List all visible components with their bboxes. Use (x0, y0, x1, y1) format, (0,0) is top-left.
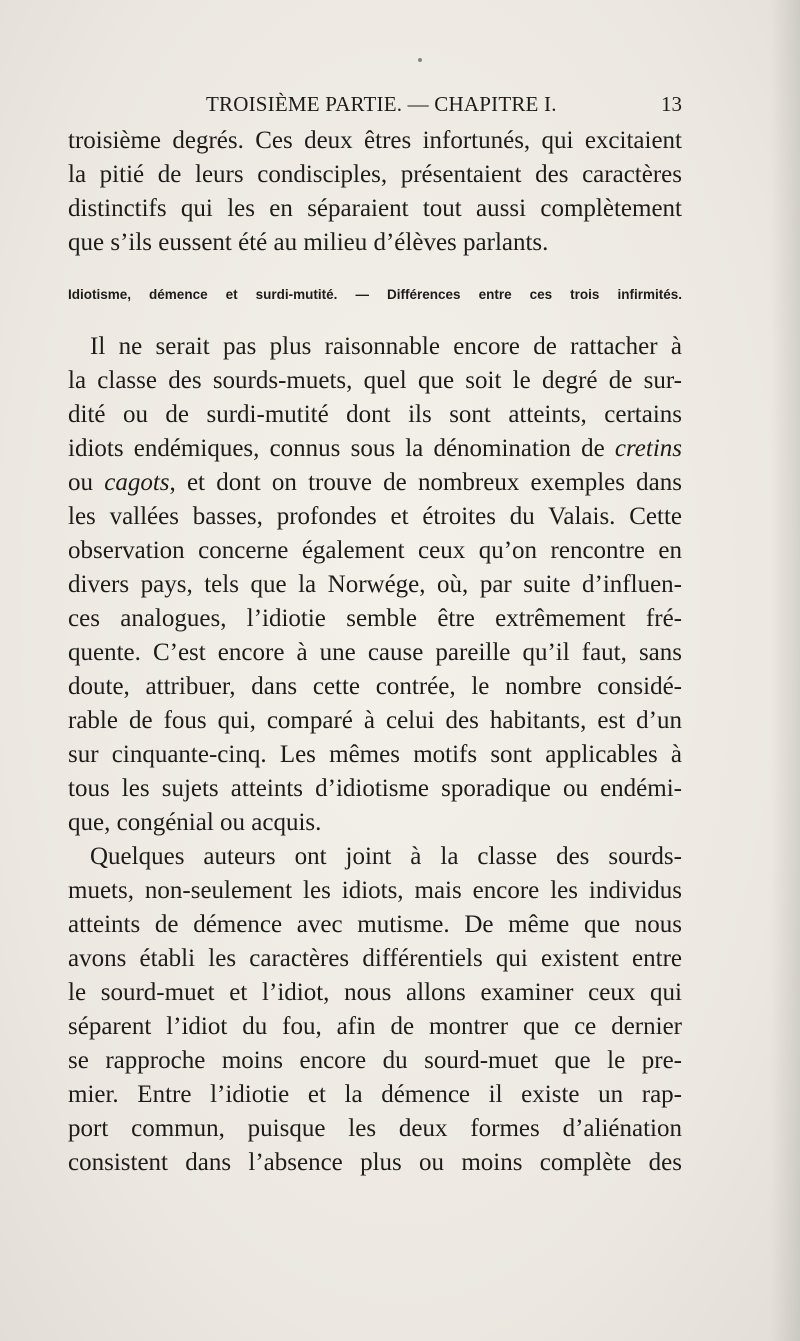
text-line: se rapproche moins encore du sourd-muet que le pre- (68, 1047, 682, 1074)
text-line: divers pays, tels que la Norwége, où, par suite d’influen- (68, 571, 682, 598)
text-segment: idiots endémiques, connus sous la dénomination de (68, 435, 605, 462)
text-segment: ou (68, 469, 93, 496)
text-line: la pitié de leurs condisciples, présentaient des caractères (68, 161, 682, 188)
text-line: ces analogues, l’idiotie semble être extrêmement fré- (68, 605, 682, 632)
text-line: sur cinquante-cinq. Les mêmes motifs sont applicables à (68, 741, 682, 768)
section-heading: Idiotisme, démence et surdi-mutité. — Différences entre ces trois infirmités. (68, 287, 682, 302)
text-line: dité ou de surdi-mutité dont ils sont atteints, certains (68, 401, 682, 428)
running-title: TROISIÈME PARTIE. — CHAPITRE I. (206, 92, 557, 116)
text-line: distinctifs qui les en séparaient tout aussi complètement (68, 195, 682, 222)
paragraph-3 (68, 840, 682, 1180)
text-segment: , et dont on trouve de nombreux exemples dans (169, 469, 682, 496)
text-line: consistent dans l’absence plus ou moins complète des (68, 1149, 682, 1176)
running-head (68, 92, 682, 120)
text-line: atteints de démence avec mutisme. De même que nous (68, 911, 682, 938)
text-line: les vallées basses, profondes et étroites du Valais. Cette (68, 503, 682, 530)
text-line: le sourd-muet et l’idiot, nous allons examiner ceux qui (68, 979, 682, 1006)
text-line: avons établi les caractères différentiels qui existent entre (68, 945, 682, 972)
text-line: mier. Entre l’idiotie et la démence il existe un rap- (68, 1081, 682, 1108)
text-line: doute, attribuer, dans cette contrée, le nombre considé- (68, 673, 682, 700)
paragraph-2 (68, 330, 682, 840)
text-line: muets, non-seulement les idiots, mais encore les individus (68, 877, 682, 904)
text-line: séparent l’idiot du fou, afin de montrer que ce dernier (68, 1013, 682, 1040)
text-line: port commun, puisque les deux formes d’aliénation (68, 1115, 682, 1142)
text-line: quente. C’est encore à une cause pareille qu’il faut, sans (68, 639, 682, 666)
body-text (68, 124, 682, 1180)
text-line: que, congénial ou acquis. (68, 809, 322, 836)
text-line (68, 466, 682, 500)
paper-speck (418, 58, 422, 62)
text-line: observation concerne également ceux qu’on rencontre en (68, 537, 682, 564)
text-line: rable de fous qui, comparé à celui des habitants, est d’un (68, 707, 682, 734)
text-line: que s’ils eussent été au milieu d’élèves parlants. (68, 229, 549, 256)
page-number: 13 (661, 92, 682, 116)
text-line: Il ne serait pas plus raisonnable encore de rattacher à (90, 333, 682, 360)
page-edge-shadow (770, 0, 800, 1341)
italic-term-cagots: cagots (104, 469, 170, 496)
italic-term-cretins: cretins (614, 435, 682, 462)
text-line: Quelques auteurs ont joint à la classe des sourds- (90, 843, 682, 870)
text-line: la classe des sourds-muets, quel que soit le degré de sur- (68, 367, 682, 394)
text-line: tous les sujets atteints d’idiotisme sporadique ou endémi- (68, 775, 682, 802)
paragraph-1 (68, 124, 682, 260)
text-line (68, 432, 682, 466)
text-line: troisième degrés. Ces deux êtres infortunés, qui excitaient (68, 127, 682, 154)
